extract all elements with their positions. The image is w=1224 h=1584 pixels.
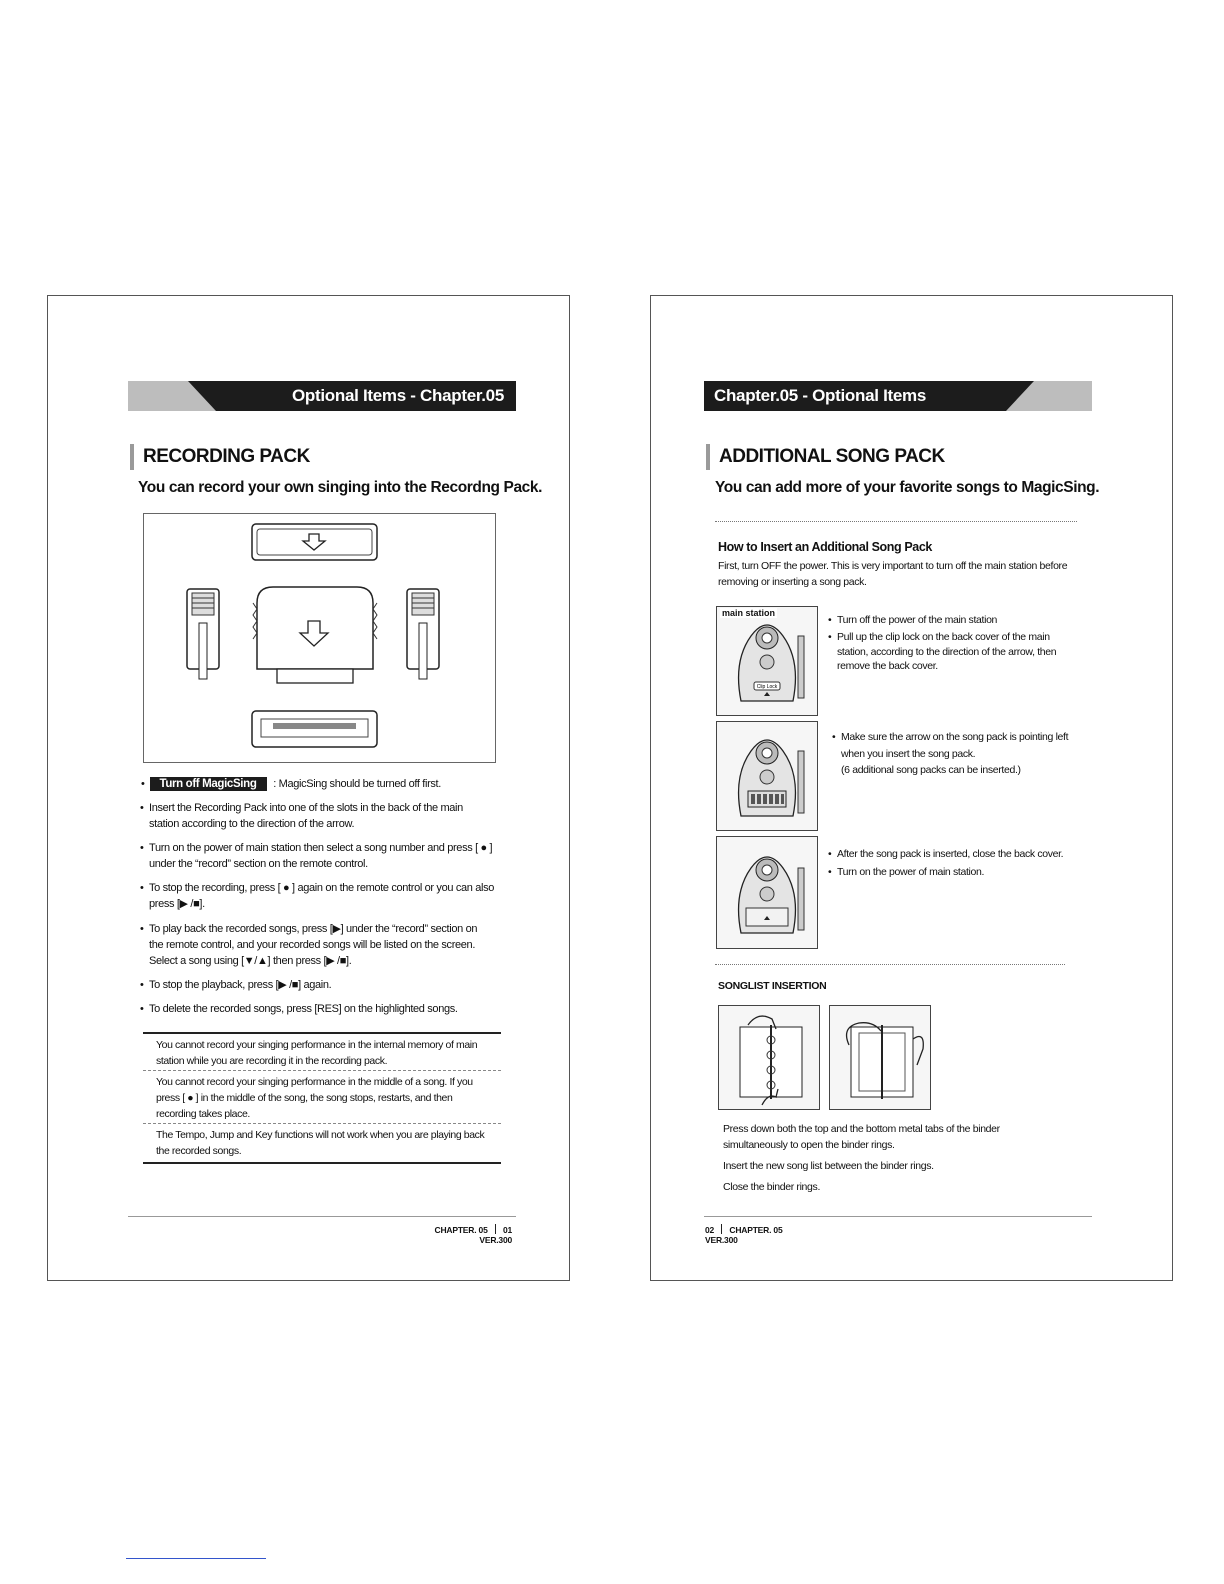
power-off-line: • Turn off MagicSing : MagicSing should be turned off first. xyxy=(141,778,441,790)
hyperlink-underline[interactable] xyxy=(126,1558,266,1559)
step1-bullet-1: • Turn off the power of the main station xyxy=(828,614,998,626)
songlist-step-3: Close the binder rings. xyxy=(723,1181,821,1193)
song-pack-insertion-image xyxy=(716,721,818,831)
step1-bullet-2: • Pull up the clip lock on the back cover of the main station, according to the direction of the arrow, then remove the back cover. xyxy=(828,631,1057,672)
binder-insert-image xyxy=(829,1005,931,1110)
howto-text: First, turn OFF the power. This is very important to turn off the main station before removing or inserting a song pack. xyxy=(718,560,1068,588)
bullet-4: • To play back the recorded songs, press [▶] under the “record” section on the remote control, and your recorded songs will be listed on the screen. Select a song using [▼/▲] then press [▶ /■]. xyxy=(140,923,478,967)
main-station-label: main station xyxy=(722,608,776,618)
section-title: RECORDING PACK xyxy=(130,444,310,470)
turn-off-note: : MagicSing should be turned off first. xyxy=(273,778,441,790)
recording-pack-diagram xyxy=(143,513,496,763)
footer-page-label: 02 CHAPTER. 05 xyxy=(705,1225,783,1235)
left-page xyxy=(47,295,570,1281)
bullet-3: • To stop the recording, press [ ● ] again on the remote control or you can also press [▶ /■]. xyxy=(140,882,494,910)
footer-version: VER.300 xyxy=(705,1235,738,1245)
howto-title: How to Insert an Additional Song Pack xyxy=(718,540,932,554)
step2-note: (6 additional song packs can be inserted.) xyxy=(841,764,1021,776)
note-3: The Tempo, Jump and Key functions will not work when you are playing back the recorded songs. xyxy=(156,1129,485,1157)
step3-bullet-2: • Turn on the power of main station. xyxy=(828,866,985,878)
main-station-back-image xyxy=(716,606,818,716)
bullet-1: • Insert the Recording Pack into one of the slots in the back of the main station according to the direction of the arrow. xyxy=(140,802,463,830)
top-pack-illustration xyxy=(252,524,377,560)
songlist-step-2: Insert the new song list between the binder rings. xyxy=(723,1160,934,1172)
center-pack-illustration xyxy=(253,587,377,683)
turn-off-badge: Turn off MagicSing xyxy=(150,777,267,791)
chapter-header xyxy=(704,381,1092,411)
section-subtitle: You can add more of your favorite songs to MagicSing. xyxy=(715,479,1100,496)
note-2: You cannot record your singing performance in the middle of a song. If you press [ ● ] in the middle of the song, the song stops, restarts, and then recording takes place. xyxy=(156,1076,473,1120)
footer-page-label: CHAPTER. 05 01 xyxy=(434,1225,512,1235)
chapter-header-text: Chapter.05 - Optional Items xyxy=(714,386,927,405)
bullet-6: • To delete the recorded songs, press [RES] on the highlighted songs. xyxy=(140,1003,458,1015)
back-cover-closed-image xyxy=(716,836,818,949)
section-subtitle: You can record your own singing into the Recordng Pack. xyxy=(138,479,543,496)
bottom-pack-illustration xyxy=(252,711,377,747)
step2-bullet-1: • Make sure the arrow on the song pack is pointing left when you insert the song pack. xyxy=(832,731,1069,760)
left-pack-illustration xyxy=(187,589,219,679)
footer-version: VER.300 xyxy=(479,1235,512,1245)
right-pack-illustration xyxy=(407,589,439,679)
chapter-header-text: Optional Items - Chapter.05 xyxy=(291,386,504,405)
songlist-title: SONGLIST INSERTION xyxy=(718,980,827,992)
bullet-2: • Turn on the power of main station then select a song number and press [ ● ] under the “record” section on the remote control. xyxy=(140,842,493,870)
bullet-5: • To stop the playback, press [▶ /■] again. xyxy=(140,979,332,991)
clip-lock-label: Clip Lock xyxy=(756,684,778,690)
step3-bullet-1: • After the song pack is inserted, close the back cover. xyxy=(828,848,1064,860)
note-1: You cannot record your singing performance in the internal memory of main station while you are recording it in the recording pack. xyxy=(156,1039,478,1067)
songlist-step-1: Press down both the top and the bottom metal tabs of the binder simultaneously to open the binder rings. xyxy=(723,1123,1000,1151)
binder-open-image xyxy=(718,1005,820,1110)
section-title: ADDITIONAL SONG PACK xyxy=(706,444,945,470)
right-page xyxy=(650,295,1173,1281)
chapter-header xyxy=(128,381,516,411)
